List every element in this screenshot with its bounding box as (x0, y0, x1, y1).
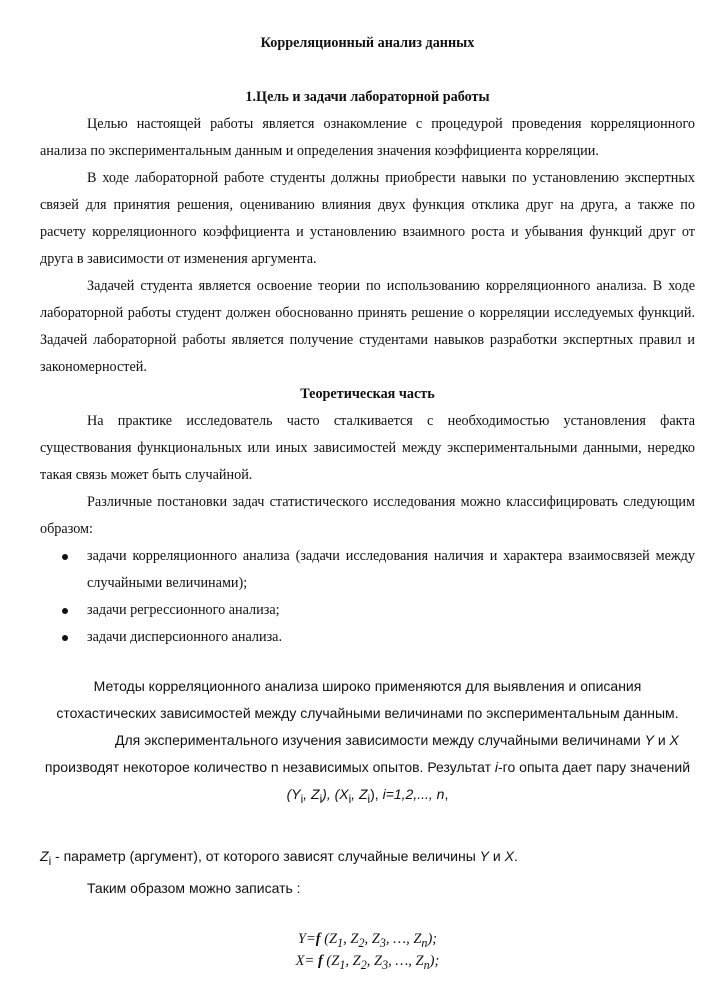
theory-title: Теоретическая часть (300, 386, 435, 402)
paragraph-classification: Различные постановки задач статистического исследования можно классифицировать следующим образом: (40, 494, 695, 537)
methods-paragraph (40, 673, 695, 902)
task-list (40, 543, 695, 651)
paragraph-goal: Целью настоящей работы является ознакомление с процедурой проведения корреляционного анализа по экспериментальным данным и определения значения коэффициента корреляции. (40, 116, 695, 159)
list-item: задачи регрессионного анализа; (40, 597, 695, 624)
paragraph-practice: На практике исследователь часто сталкивается с необходимостью установления факта существования функциональных или иных зависимостей между экспериментальными данными, нередко такая связь может быть случайной. (40, 413, 695, 483)
formula-y: Y=f ($Z_1$, $Z_2$, $Z_3$, …, $Z_n$); (297, 930, 438, 950)
paragraph-skills: В ходе лабораторной работе студенты должны приобрести навыки по установлению экспертных связей для принятия решения, оцениванию влияния двух функция отклика друг на друга, а также по расчету корреляционного коэффициента и установлению взаимного роста и убывания функций друг от друга в зависимости от изменения аргумента. (40, 170, 695, 267)
bullet-icon (62, 554, 68, 560)
parameter-line: $Z_i$ - параметр (аргумент), от которого зависят случайные величины Y и X. (40, 847, 518, 868)
bullet-icon (62, 635, 68, 641)
bullet-icon (62, 608, 68, 614)
list-item: задачи дисперсионного анализа. (40, 624, 695, 651)
paragraph-student-task: Задачей студента является освоение теории по использованию корреляционного анализа. В ходе лабораторной работы студент должен обоснованно принять решение о корреляции исследуемых функций. Задачей лабораторной работы является получение студентами навыков разработки экспертных правил и закономерностей. (40, 278, 695, 375)
pair-values: ($Y_i$, $Z_i$), ($X_i$, $Z_i$), i=1,2,..., n, (286, 786, 449, 806)
thus-line: Таким образом можно записать : (87, 879, 301, 896)
document-title: Корреляционный анализ данных (260, 35, 475, 51)
section-title: 1.Цель и задачи лабораторной работы (245, 89, 490, 105)
experiment-line-2: производят некоторое количество n независимых опытов. Результат i-го опыта дает пару значений (44, 759, 691, 775)
methods-line-2: стохастических зависимостей между случайными величинами по экспериментальным данным. (56, 705, 679, 721)
list-item: задачи корреляционного анализа (задачи исследования наличия и характера взаимосвязей между случайными величинами); (40, 543, 695, 597)
formula-block (40, 930, 695, 976)
methods-line-1: Методы корреляционного анализа широко применяются для выявления и описания (93, 678, 642, 694)
document-page (40, 30, 695, 975)
experiment-line-1: Для экспериментального изучения зависимости между случайными величинами Y и X (115, 732, 679, 748)
formula-x: X= f ($Z_1$, $Z_2$, $Z_3$, …, $Z_n$); (295, 953, 440, 973)
